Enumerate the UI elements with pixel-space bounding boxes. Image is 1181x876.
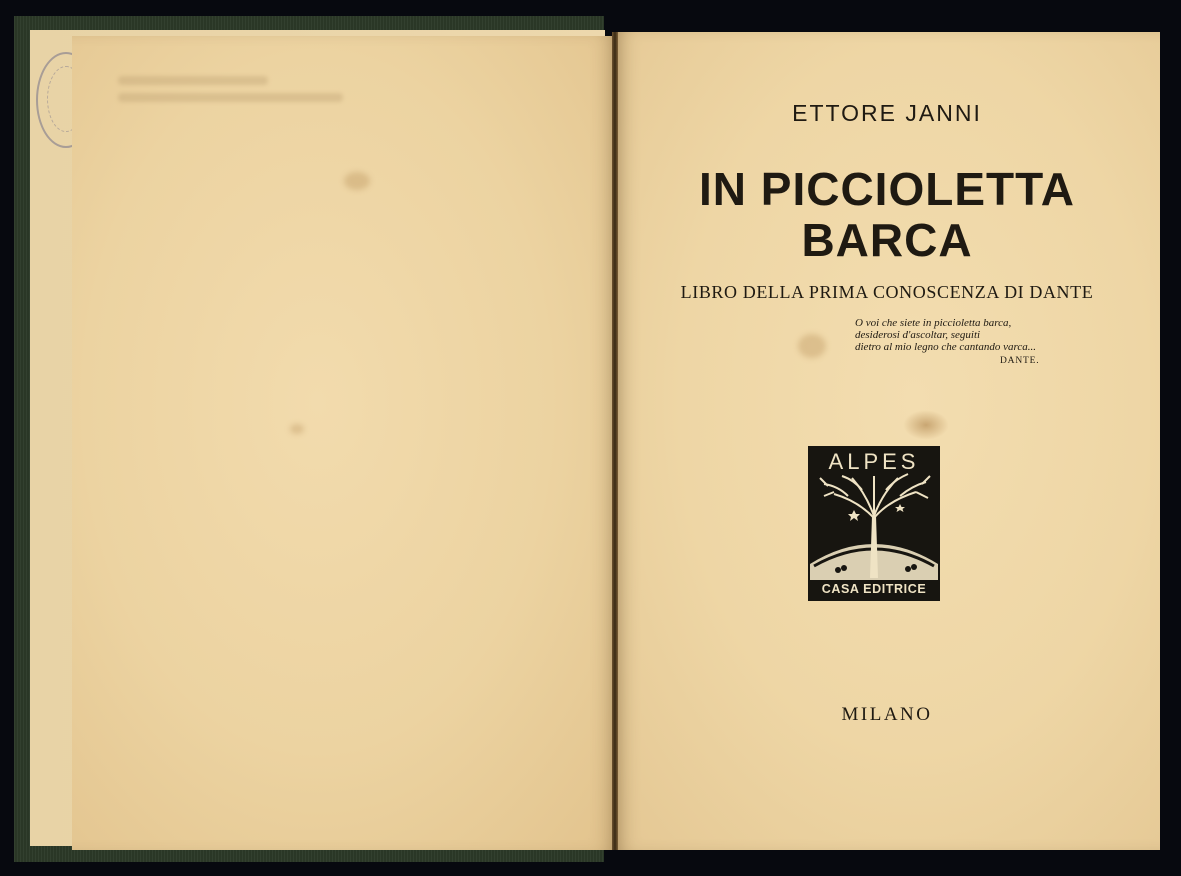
publisher-logo [808,446,940,601]
author-name: ETTORE JANNI [792,100,982,126]
title-page [614,32,1160,850]
book-subtitle: LIBRO DELLA PRIMA CONOSCENZA DI DANTE [680,282,1094,302]
foxing-spot [344,172,370,190]
book-title [614,164,1160,266]
epigraph-line: dietro al mio legno che cantando varca... [855,341,1036,353]
epigraph [855,317,1036,353]
foxing-spot [798,334,826,358]
stain [903,410,949,440]
foxing-spot [290,424,304,434]
logo-top-text: ALPES [828,449,920,474]
book-gutter [612,32,618,850]
epigraph-line: desiderosi d'ascoltar, seguiti [855,329,981,341]
publication-city: MILANO [841,704,933,725]
show-through-text [118,68,348,126]
epigraph-attribution: DANTE. [1000,356,1040,366]
left-page [72,36,618,850]
logo-bottom-text: CASA EDITRICE [821,582,927,596]
book-title-line2: BARCA [801,214,973,266]
epigraph-line: O voi che siete in piccioletta barca, [855,317,1012,329]
book-title-line1: IN PICCIOLETTA [698,163,1076,215]
